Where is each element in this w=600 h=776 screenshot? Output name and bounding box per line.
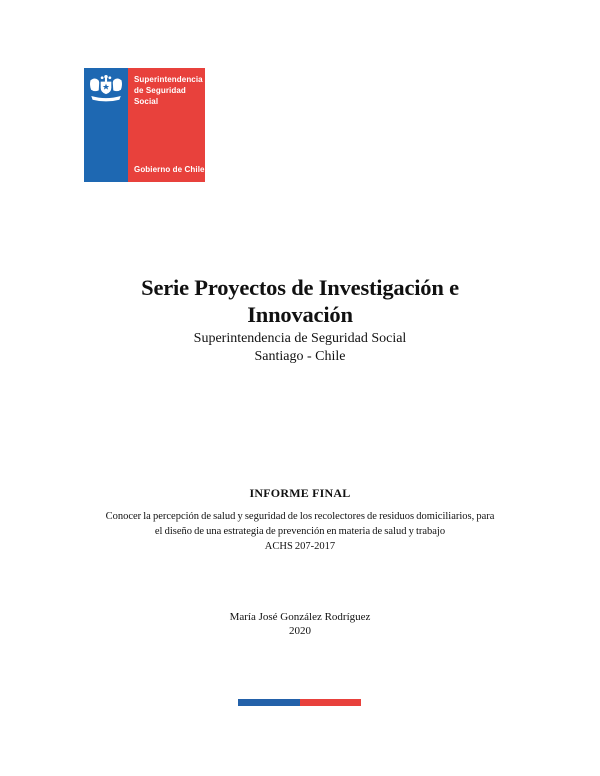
logo-red-panel	[128, 68, 205, 182]
title-subtitle	[0, 330, 600, 366]
publication-year: 2020	[289, 625, 311, 637]
logo-blue-panel	[84, 68, 128, 182]
subtitle-location: Santiago - Chile	[254, 349, 346, 364]
report-heading: INFORME FINAL	[249, 486, 351, 500]
report-description	[0, 509, 600, 554]
report-description-line: Conocer la percepción de salud y seguridad de los recolectores de residuos domiciliarios, para	[105, 511, 495, 522]
series-title	[0, 274, 600, 328]
logo-government-label: Gobierno de Chile	[134, 165, 205, 174]
flag-bar-blue-segment	[238, 699, 300, 706]
sss-logo	[84, 68, 205, 182]
logo-institution-line: Superintendencia	[134, 75, 203, 84]
author-block	[0, 610, 600, 638]
flag-bar-red-segment	[300, 699, 362, 706]
subtitle-institution: Superintendencia de Seguridad Social	[193, 331, 407, 346]
logo-institution-line: de Seguridad	[134, 86, 186, 95]
chile-coat-of-arms-icon	[88, 72, 124, 106]
logo-institution-name	[134, 74, 203, 107]
project-code: ACHS 207-2017	[264, 541, 336, 552]
author-name: María José González Rodríguez	[229, 611, 371, 623]
report-description-line: el diseño de una estrategia de prevención en materia de salud y trabajo	[154, 526, 446, 537]
logo-institution-line: Social	[134, 97, 159, 106]
chile-flag-bar	[238, 699, 361, 706]
series-title-line: Innovación	[247, 302, 353, 327]
series-title-line: Serie Proyectos de Investigación e	[141, 275, 459, 300]
